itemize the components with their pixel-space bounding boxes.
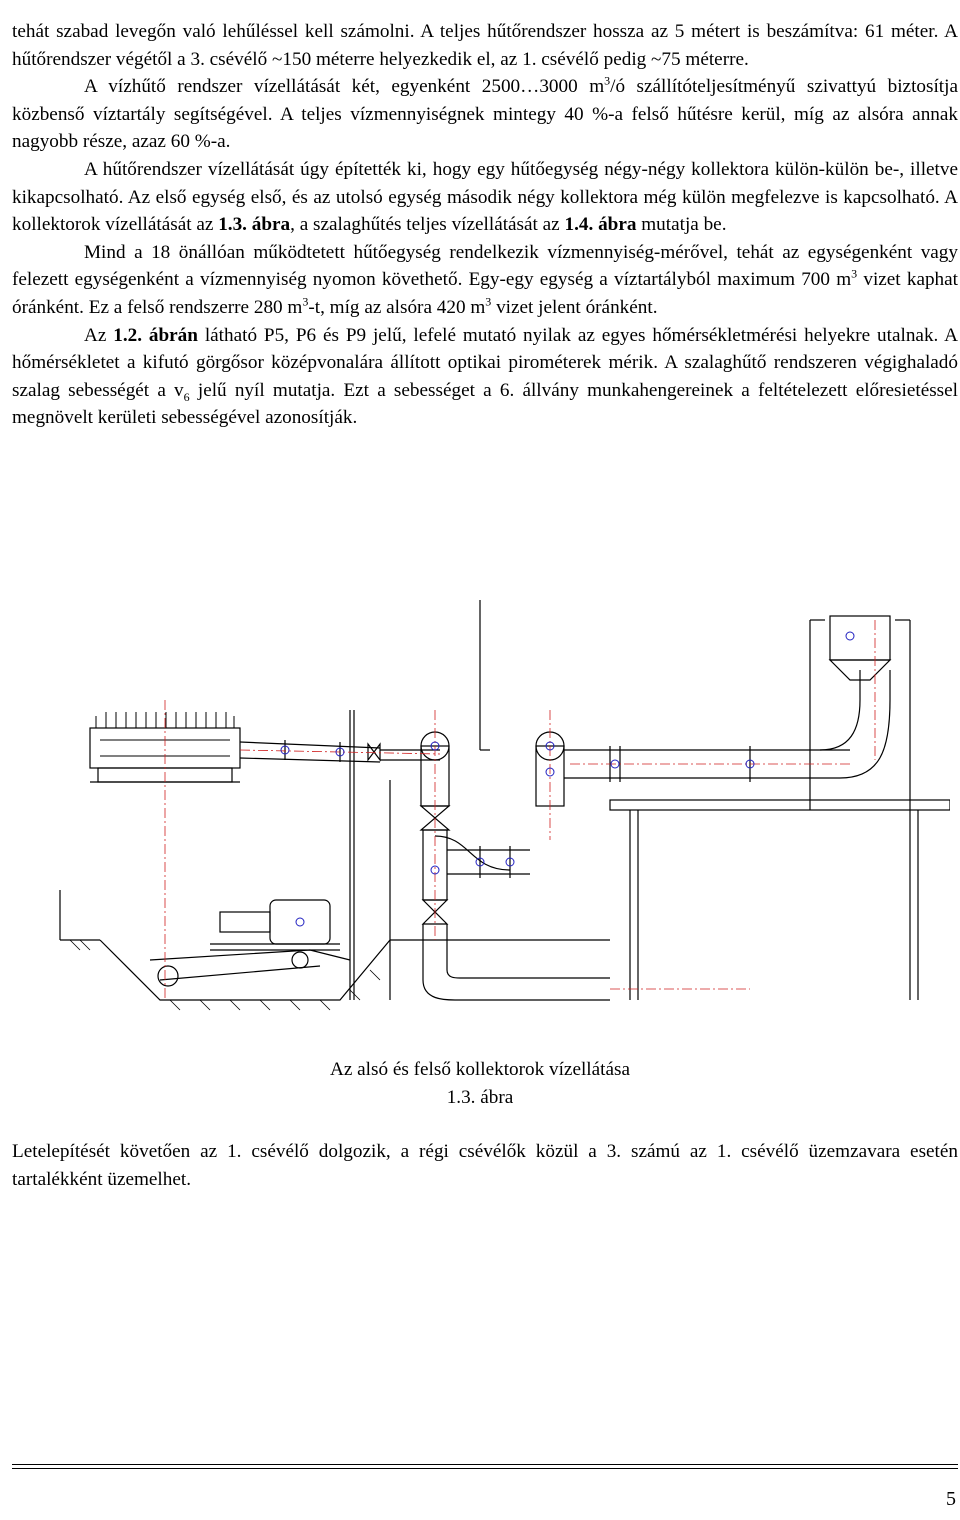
paragraph-4-sup-1: 3 (851, 266, 858, 281)
paragraph-5-sub: 6 (183, 389, 190, 404)
paragraph-4-text-a: Mind a 18 önállóan működtetett hűtőegység rendelkezik vízmennyiség-mérővel, tehát az egységenként vagy felezett egységenként a vízmennyiség nyomon követhető. Egy-egy egység a víztartályból maximum 700 m (12, 241, 958, 291)
footer-rule-2 (12, 1468, 958, 1469)
paragraph-5-text-a: Az (84, 324, 114, 346)
paragraph-3-text-a: A hűtőrendszer vízellátását úgy építették ki, hogy egy hűtőegység négy-négy kollektora külön-külön be-, illetve kikapcsolható. Az első egység első, és az utolsó egység második négy kollektora még külön megfelezve is kapcsolható. A kollektorok vízellátását az (12, 158, 958, 236)
figure-ref-1-2: 1.2. ábrán (113, 324, 198, 346)
paragraph-4-sup-2: 3 (302, 294, 309, 309)
figure-caption-number: 1.3. ábra (446, 1087, 514, 1108)
page-number: 5 (946, 1488, 956, 1510)
paragraph-4-sup-3: 3 (485, 294, 492, 309)
body-text (12, 18, 958, 432)
figure-ref-1-3: 1.3. ábra (218, 214, 291, 236)
riser-pipe (421, 732, 610, 1000)
right-structure (536, 616, 950, 1000)
paragraph-5-text-b: látható P5, P6 és P9 jelű, lefelé mutató nyilak az egyes hőmérsékletmérési helyekre utalnak. A hőmérsékletet a kifutó görgősor középvonalára állított optikai pirométerek mérik. A szalaghűtő rendszeren végighaladó szalag sebességét a v (12, 324, 959, 401)
paragraph-3-text-b: , a szalaghűtés teljes vízellátását az (290, 214, 565, 236)
paragraph-4-text-b: vizet kaphat óránként. Ez a felső rendszerre 280 m (12, 269, 958, 318)
figure-ref-1-4: 1.4. ábra (564, 214, 637, 236)
paragraph-3-text-c: mutatja be. (636, 214, 727, 236)
paragraph-6-text: Letelepítését követően az 1. csévélő dolgozik, a régi csévélők közül a 3. számú az 1. csévélő üzemzavara esetén tartalékként üzemelhet. (12, 1141, 958, 1190)
paragraph-1-text: tehát szabad levegőn való lehűléssel kell számolni. A teljes hűtőrendszer hossza az 5 métert is beszámítva: 61 méter. A hűtőrendszer végétől a 3. csévélő ~150 méterre helyezkedik el, az 1. csévélő pedig ~75 méterre. (12, 21, 958, 70)
paragraph-5-text-c: jelű nyíl mutatja. Ezt a sebességet a 6. állvány munkahengereinek a feltételezett előresietéssel megnövelt kerületi sebességével azonosítják. (12, 379, 958, 429)
paragraph-2-sup: 3 (604, 73, 611, 88)
upper-pipe (240, 740, 440, 762)
paragraph-4 (12, 239, 958, 322)
paragraph-2-text-a: A vízhűtő rendszer vízellátását két, egyenként 2500…3000 m (84, 76, 605, 98)
paragraph-4-text-c: -t, míg az alsóra 420 m (308, 296, 486, 318)
paragraph-5 (12, 322, 958, 432)
paragraph-2 (12, 73, 958, 156)
after-figure-text (12, 1138, 958, 1193)
paragraph-1 (12, 18, 958, 73)
figure-caption-title: Az alsó és felső kollektorok vízellátása (330, 1059, 630, 1080)
paragraph-4-text-d: vizet jelent óránként. (491, 296, 658, 318)
paragraph-3 (12, 156, 958, 239)
paragraph-2-text-b: /ó szállítóteljesítményű szivattyú biztosítja közbenső víztartály segítségével. A teljes vízmennyiségnek mintegy 40 %-a felső hűtésre kerül, míg az alsóra annak nagyobb része, azaz 60 %-a. (12, 76, 958, 153)
footer-rule-1 (12, 1464, 958, 1465)
water-supply-drawing (50, 600, 950, 1040)
paragraph-6 (12, 1138, 958, 1193)
lower-machinery (150, 900, 350, 986)
